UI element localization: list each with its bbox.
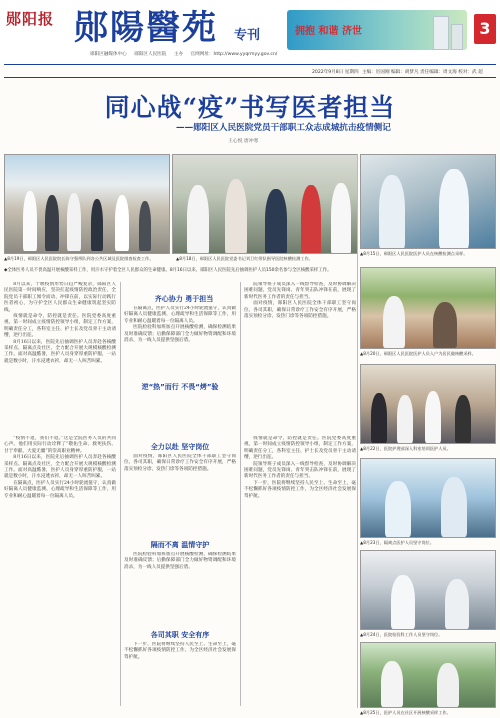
article-byline: 王心悦 唐冲寒 [228,139,259,144]
column-divider [120,282,121,706]
mid-caption: ◆全体医务人员不畏高温开展核酸采样工作，用汗水守护着全区人民群众的生命健康。8月16日以来，郧阳区人民医院先后抽调医护人员150余名参与全区核酸采样工作。 [4,268,332,273]
photo-home-sampling [360,267,496,349]
section-heading: 各司其职 安全有序 [150,631,210,639]
body-paragraph: 医院检验科加班加点开展核酸检测，确保检测结果及时准确反馈；后勤保障部门全力做好物资调配和环境消杀，为一线人员提供坚强后盾。 [124,325,236,344]
organizer-2: 郧阳区人民医院 [134,52,167,57]
photo-caption: ▲8月22日，医院护理部深入科室培训医护人员。 [360,446,451,451]
photo-lab-staff [360,550,496,630]
body-column-3-lower [244,436,356,706]
organizer-1: 郧阳区融媒体中心 [90,52,127,57]
photo-caption: ▲8月20日，郧阳区人民医院医护人员入户为居民做核酸采样。 [360,351,476,356]
organizer-label: 主办 [173,52,184,57]
body-paragraph: 8月16日以来，医院先后抽调医护人员奔赴各核酸采样点、隔离点及社区，全力配合开展大规模核酸检测工作。面对高温酷暑，医护人员身穿厚重防护服，一站就是数小时，汗水浸透衣衫，却无一人叫苦叫累。 [4,339,116,364]
body-paragraph: 院领导班子成员深入一线督导检查，及时协调解决困难问题，党员先锋岗、青年突击队冲锋在前，展现了新时代医务工作者的责任与担当。 [244,282,356,300]
body-column-1-lower [4,436,116,706]
article-subhead: ——郧阳区人民医院党员干部职工众志成城抗击疫情侧记 [176,123,391,133]
photo-party-secretary [172,154,358,254]
body-paragraph: “疫情不退，我们不退。”这是全院医务人员的共同心声。他们用实际行动诠释了“敬佑生命、救死扶伤、甘于奉献、大爱无疆”的崇高职业精神。 [4,436,116,454]
banner-slogan: 拥抱 和谐 济世 [295,26,362,37]
column-divider [240,282,241,706]
photo-community-sampling [360,642,496,708]
body-paragraph: 面对疫情，郧阳区人民医院全体干部职工坚守岗位、各司其职，确保日常诊疗工作安全有序开展，严格落实预检分诊、发热门诊等各项防控措施。 [244,301,356,320]
body-paragraph: 在隔离点，医护人员实行24小时轮流值守，认真做好隔离人员健康监测、心理疏导和生活保障等工作，用专业和耐心温暖着每一位隔离人员。 [124,306,236,324]
website-url[interactable]: 官网网址：http://www.yyqrmyy.gov.cn/ [190,52,278,57]
newspaper-name: 郧阳报 [6,10,55,28]
dateline: 2022年9月8日 星期四 [312,70,359,75]
hospital-building-icon [451,24,463,50]
hospital-building-icon [433,16,449,50]
editors-line: 主编：厉国刚 编辑：胡梦凡 责任编辑：周文海 校对：武 超 [362,70,483,75]
body-paragraph: 下一步，医院将继续坚持人民至上、生命至上，毫不松懈抓好各项疫情防控工作，为全区经济社会发展保驾护航。 [124,642,236,660]
body-paragraph: 医院检验科加班加点开展核酸检测，确保检测结果及时准确反馈；后勤保障部门全力做好物资调配和环境消杀，为一线人员提供坚强后盾。 [124,552,236,570]
body-paragraph: 院领导班子成员深入一线督导检查，及时协调解决困难问题，党员先锋岗、青年突击队冲锋在前，展现了新时代医务工作者的责任与担当。 [244,461,356,480]
section-heading: 全力以赴 坚守岗位 [150,443,210,451]
body-column-2-lower [124,552,236,622]
photo-caption: ▲8月15日，郧阳区人民医院医护人员在核酸检测点采样。 [360,251,468,256]
photo-caption: ▲8月23日，隔离点医护人员坚守岗位。 [360,540,435,545]
masthead-rule-thin [4,77,496,78]
body-column-1 [4,282,116,432]
special-edition-tag: 专刊 [234,28,261,43]
masthead-subline [90,51,283,57]
photo-caption: ▲8月18日，郧阳区人民医院党委书记刘卫红带队指导医院核酸检测工作。 [176,256,313,261]
body-paragraph: 在隔离点，医护人员实行24小时轮流值守，认真做好隔离人员健康监测、心理疏导和生活保障等工作，用专业和耐心温暖着每一位隔离人员。 [4,480,116,499]
masthead-rule [4,64,496,65]
body-paragraph: 疫情就是命令，防控就是责任。医院党委高度重视，第一时间成立疫情防控领导小组，制定工作方案，明确责任分工，各科室主任、护士长及党员骨干主动请缨，逆行出征。 [244,436,356,461]
photo-inspection-team [4,154,170,254]
body-paragraph: 面对疫情，郧阳区人民医院全体干部职工坚守岗位、各司其职，确保日常诊疗工作安全有序开展，严格落实预检分诊、发热门诊等各项防控措施。 [124,454,236,472]
body-column-2 [124,306,236,432]
photo-caption: ▲8月25日，医护人员在社区开展核酸采样工作。 [360,710,451,715]
body-paragraph: 8月16日以来，医院先后抽调医护人员奔赴各核酸采样点、隔离点及社区，全力配合开展大规模核酸检测工作。面对高温酷暑，医护人员身穿厚重防护服，一站就是数小时，汗水浸透衣衫，却无一人叫苦叫累。 [4,455,116,480]
section-brand-title: 郧陽醫苑 [74,8,218,48]
photo-caption: ▲8月24日，医院检验科工作人员坚守岗位。 [360,632,443,637]
body-column-2-lower [124,642,236,706]
body-paragraph: 疫情就是命令，防控就是责任。医院党委高度重视，第一时间成立疫情防控领导小组，制定工作方案，明确责任分工，各科室主任、护士长及党员骨干主动请缨，逆行出征。 [4,314,116,339]
body-column-2-lower [124,454,236,530]
hospital-banner-image [287,10,467,50]
body-column-3 [244,282,356,432]
body-paragraph: 8月以来，十堰疫情形势日趋严峻复杂，郧阳区人民医院第一时间响应，坚决扛起疫情防控政治责任，全院党员干部职工闻令而动、冲锋在前，以实际行动践行医者初心，为守护全区人民群众生命健康筑起坚实防线。 [4,282,116,313]
body-paragraph: 下一步，医院将继续坚持人民至上、生命至上，毫不松懈抓好各项疫情防控工作，为全区经济社会发展保驾护航。 [244,480,356,499]
photo-sampling-site [360,154,496,249]
section-heading: 逆“热”而行 不畏“烤”验 [141,383,219,391]
photo-quarantine-staff [360,458,496,538]
photo-caption: ▲8月19日，郧阳区人民医院院长陈守强带队到各公共区域及医院排查检查工作。 [4,256,154,261]
article-headline: 同心战“疫”书写医者担当 [104,93,396,122]
section-heading: 齐心协力 勇于担当 [154,295,214,303]
photo-nurse-training [360,364,496,444]
masthead [0,0,500,66]
column-divider [357,154,358,708]
page-number: 3 [474,14,496,44]
section-heading: 隔而不离 温情守护 [150,541,210,549]
